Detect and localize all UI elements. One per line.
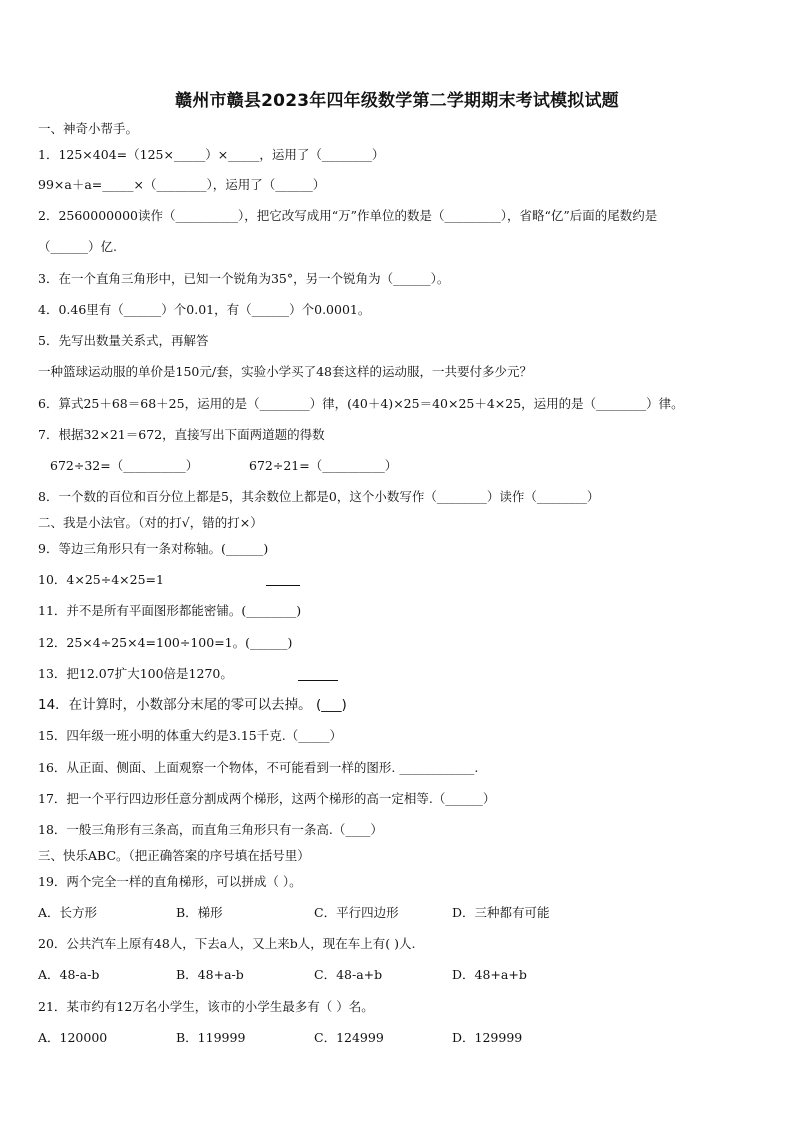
question-20-option-c: C．48-a+b bbox=[314, 967, 383, 982]
question-12: 12．25×4÷25×4=100÷100=1。(______) bbox=[38, 635, 293, 650]
question-16: 16．从正面、侧面、上面观察一个物体，不可能看到一样的图形. ____________. bbox=[38, 760, 479, 775]
question-7-line-1: 7．根据32×21＝672，直接写出下面两道题的得数 bbox=[38, 427, 325, 442]
question-21-option-c: C．124999 bbox=[314, 1030, 384, 1045]
question-9: 9．等边三角形只有一条对称轴。(______) bbox=[38, 541, 269, 556]
question-20-option-b: B．48+a-b bbox=[176, 967, 244, 982]
question-19-option-b: B．梯形 bbox=[176, 905, 223, 920]
question-11: 11．并不是所有平面图形都能密铺。(________) bbox=[38, 603, 302, 618]
page-title: 赣州市赣县2023年四年级数学第二学期期末考试模拟试题 bbox=[175, 91, 619, 111]
question-19: 19．两个完全一样的直角梯形，可以拼成（ ）。 bbox=[38, 874, 302, 889]
question-1-line-1: 1．125×404=（125×_____）×_____，运用了（________） bbox=[38, 147, 385, 162]
question-1-line-2: 99×a＋a=_____×（________），运用了（______） bbox=[38, 177, 326, 192]
question-20-option-d: D．48+a+b bbox=[452, 967, 527, 982]
question-2-line-1: 2．2560000000读作（__________），把它改写成用“万”作单位的数是（_________），省略“亿”后面的尾数约是 bbox=[38, 208, 658, 223]
question-21-option-d: D．129999 bbox=[452, 1030, 523, 1045]
question-15: 15．四年级一班小明的体重大约是3.15千克.（_____） bbox=[38, 728, 342, 743]
question-17: 17．把一个平行四边形任意分割成两个梯形，这两个梯形的高一定相等.（______） bbox=[38, 791, 496, 806]
question-2-line-2: （______）亿. bbox=[38, 239, 117, 254]
section-heading-1: 一、神奇小帮手。 bbox=[38, 121, 139, 136]
question-3: 3．在一个直角三角形中，已知一个锐角为35°，另一个锐角为（______）。 bbox=[38, 271, 450, 286]
question-20: 20．公共汽车上原有48人，下去a人，又上来b人，现在车上有( )人. bbox=[38, 936, 416, 951]
question-7-part-2: 672÷21=（__________） bbox=[249, 458, 398, 473]
question-21-option-b: B．119999 bbox=[176, 1030, 246, 1045]
question-21: 21．某市约有12万名小学生，该市的小学生最多有（ ）名。 bbox=[38, 999, 374, 1014]
question-18: 18．一般三角形有三条高，而直角三角形只有一条高.（____） bbox=[38, 822, 383, 837]
question-10-answer-blank bbox=[266, 585, 300, 586]
question-5-line-1: 5．先写出数量关系式，再解答 bbox=[38, 333, 209, 348]
question-7-part-1: 672÷32=（__________） bbox=[50, 458, 199, 473]
question-6: 6．算式25＋68＝68＋25，运用的是（________）律，(40＋4)×25＝40×25＋4×25，运用的是（________）律。 bbox=[38, 396, 684, 411]
question-5-line-2: 一种篮球运动服的单价是150元/套，实验小学买了48套这样的运动服，一共要付多少元？ bbox=[38, 364, 532, 379]
question-19-option-d: D．三种都有可能 bbox=[452, 905, 550, 920]
question-19-option-a: A．长方形 bbox=[38, 905, 98, 920]
question-20-option-a: A．48-a-b bbox=[38, 967, 100, 982]
question-19-option-c: C．平行四边形 bbox=[314, 905, 399, 920]
question-21-option-a: A．120000 bbox=[38, 1030, 108, 1045]
question-13-answer-blank bbox=[298, 680, 338, 681]
question-8: 8．一个数的百位和百分位上都是5，其余数位上都是0，这个小数写作（________）读作（________） bbox=[38, 489, 600, 504]
question-14: 14．在计算时，小数部分末尾的零可以去掉。 (___) bbox=[38, 697, 347, 713]
section-heading-3: 三、快乐ABC。（把正确答案的序号填在括号里） bbox=[38, 848, 310, 863]
section-heading-2: 二、我是小法官。（对的打√，错的打×） bbox=[38, 515, 263, 530]
question-13: 13．把12.07扩大100倍是1270。 bbox=[38, 666, 233, 681]
question-10: 10．4×25÷4×25=1 bbox=[38, 572, 164, 587]
question-4: 4．0.46里有（______）个0.01，有（______）个0.0001。 bbox=[38, 302, 371, 317]
